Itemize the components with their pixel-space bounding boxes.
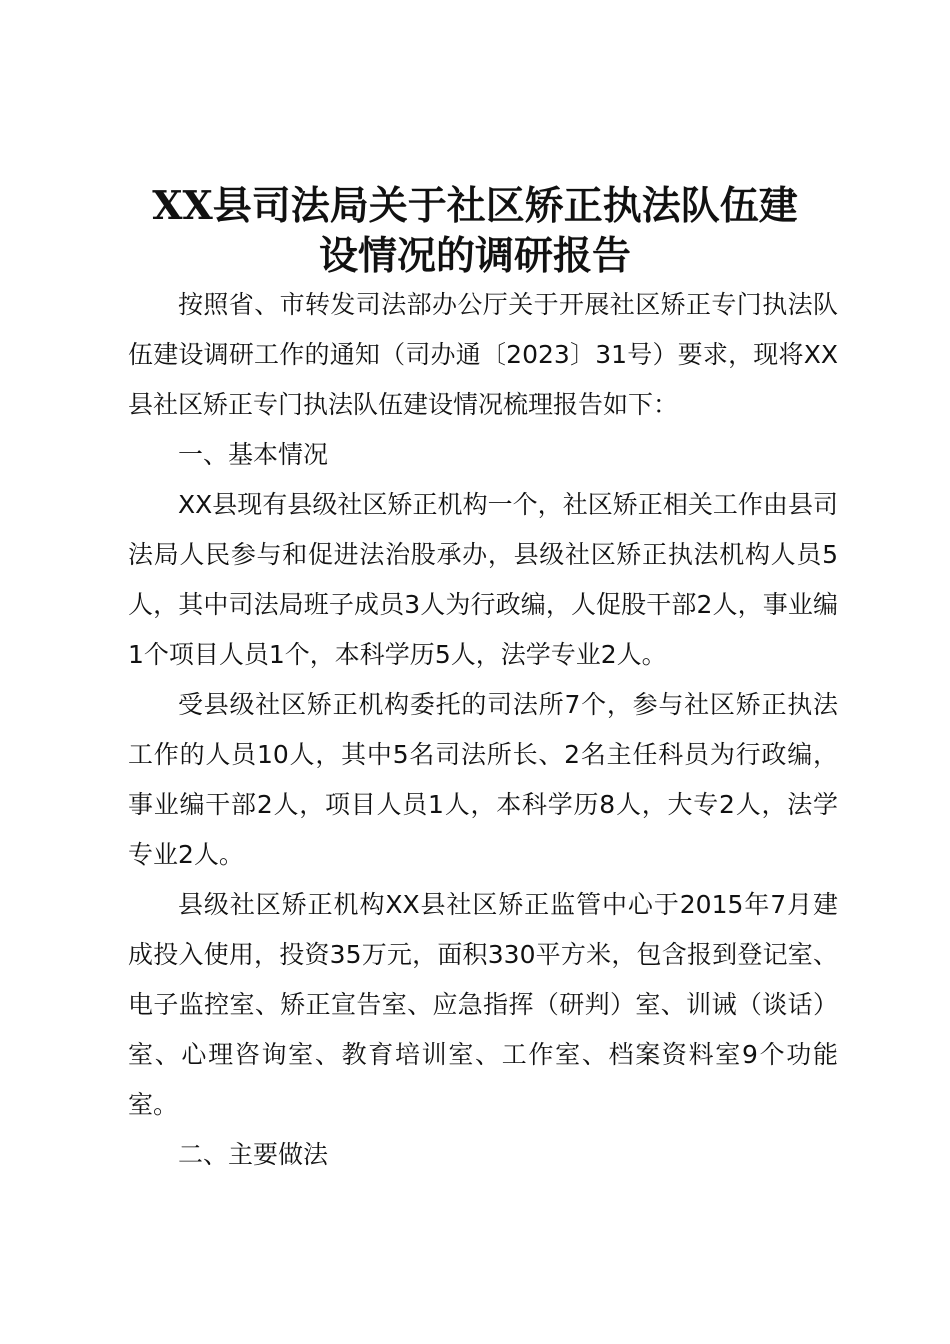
paragraph-supervision-center: 县级社区矫正机构XX县社区矫正监管中心于2015年7月建成投入使用，投资35万元，面积330平方米，包含报到登记室、电子监控室、矫正宣告室、应急指挥（研判）室、训诫（谈话）室、心理咨询室、教育培训室、工作室、档案资料室9个功能室。 bbox=[128, 890, 838, 1119]
document-title-line-1: XX县司法局关于社区矫正执法队伍建 bbox=[152, 183, 798, 229]
paragraph-intro: 按照省、市转发司法部办公厅关于开展社区矫正专门执法队伍建设调研工作的通知（司办通〔2023〕31号）要求，现将XX县社区矫正专门执法队伍建设情况梳理报告如下： bbox=[128, 290, 838, 419]
section-heading-main-practices: 二、主要做法 bbox=[178, 1140, 329, 1169]
document-title-line-2: 设情况的调研报告 bbox=[318, 233, 631, 279]
section-heading-basic-situation: 一、基本情况 bbox=[178, 440, 329, 469]
paragraph-judicial-offices: 受县级社区矫正机构委托的司法所7个，参与社区矫正执法工作的人员10人，其中5名司法所长、2名主任科员为行政编，事业编干部2人，项目人员1人，本科学历8人，大专2人，法学专业2人。 bbox=[128, 690, 838, 869]
paragraph-county-agency: XX县现有县级社区矫正机构一个，社区矫正相关工作由县司法局人民参与和促进法治股承办，县级社区矫正执法机构人员5人，其中司法局班子成员3人为行政编，人促股干部2人，事业编1个项目人员1个，本科学历5人，法学专业2人。 bbox=[128, 490, 838, 669]
document-body bbox=[128, 280, 838, 1180]
